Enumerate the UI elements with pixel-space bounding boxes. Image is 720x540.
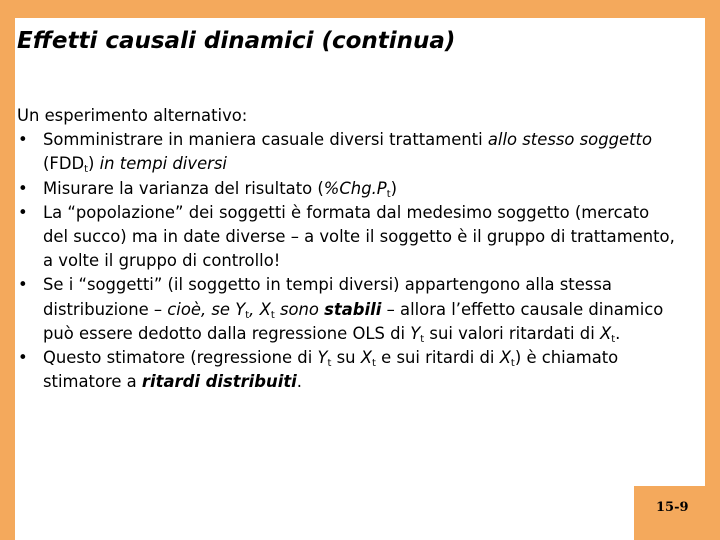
page-number: 15-9 <box>656 500 689 515</box>
intro-text: Un esperimento alternativo: <box>17 106 248 125</box>
italic-run: cioè, se Y <box>167 299 246 319</box>
italic-run: in tempi diversi <box>99 154 227 174</box>
italic-run: %Chg.P <box>323 178 387 198</box>
bullet-item-5 <box>17 346 677 394</box>
subscript: t <box>245 309 250 321</box>
text-run: e sui ritardi di <box>375 348 500 368</box>
bold-italic-run: stabili <box>324 299 382 319</box>
text-run: ) <box>88 154 100 174</box>
text-run: . <box>615 323 621 343</box>
italic-run: Y <box>410 323 421 343</box>
bullet-icon: • <box>18 202 28 222</box>
bullet-item-1 <box>17 128 677 176</box>
subscript: t <box>372 358 376 370</box>
text-run: La “popolazione” dei soggetti è formata dal medesimo soggetto (mercato del succo) ma in date diverse – a volte il soggetto è il gruppo di trattamento, a volte il gruppo di controllo! <box>43 202 675 271</box>
text-run: ) è chiamato stimatore a <box>43 348 619 392</box>
bullet-item-4 <box>17 273 677 346</box>
italic-run: X <box>499 348 511 368</box>
text-run: . <box>296 372 302 392</box>
bullet-icon: • <box>18 348 28 368</box>
italic-run: X <box>360 348 373 368</box>
text-run: Somministrare in maniera casuale diversi trattamenti <box>43 130 488 150</box>
italic-run: allo stesso soggetto <box>487 130 652 150</box>
italic-run: sono <box>274 299 325 319</box>
italic-run: X <box>599 323 612 343</box>
text-run: ) <box>390 178 398 198</box>
subscript: t <box>420 333 425 345</box>
text-run: (FDD <box>43 154 85 174</box>
bullet-item-2 <box>17 177 677 201</box>
text-run: su <box>331 348 361 368</box>
text-run: – allora l’effetto causale dinamico può essere dedotto dalla regressione OLS di <box>43 299 664 343</box>
subscript: t <box>84 164 88 176</box>
slide-body <box>17 104 677 394</box>
subscript: t <box>270 309 275 321</box>
subscript: t <box>327 358 332 370</box>
bullet-item-3 <box>17 201 677 274</box>
text-run: Questo stimatore (regressione di <box>43 348 318 368</box>
bullet-icon: • <box>18 178 28 198</box>
subscript: t <box>510 358 515 370</box>
slide-title: Effetti causali dinamici (continua) <box>17 28 456 54</box>
bullet-list <box>17 128 677 394</box>
subscript: t <box>611 333 616 345</box>
page-number-badge <box>634 486 720 540</box>
text-run: Se i “soggetti” (il soggetto in tempi diversi) appartengono alla stessa distribuzione – <box>43 275 612 319</box>
text-run: sui valori ritardati di <box>424 323 600 343</box>
bold-italic-run: ritardi distribuiti <box>141 372 297 392</box>
subscript: t <box>386 188 391 200</box>
bullet-icon: • <box>18 275 28 295</box>
italic-run: Y <box>317 348 328 368</box>
bullet-icon: • <box>18 130 28 150</box>
italic-run: , X <box>249 299 271 319</box>
text-run: Misurare la varianza del risultato ( <box>43 178 324 198</box>
